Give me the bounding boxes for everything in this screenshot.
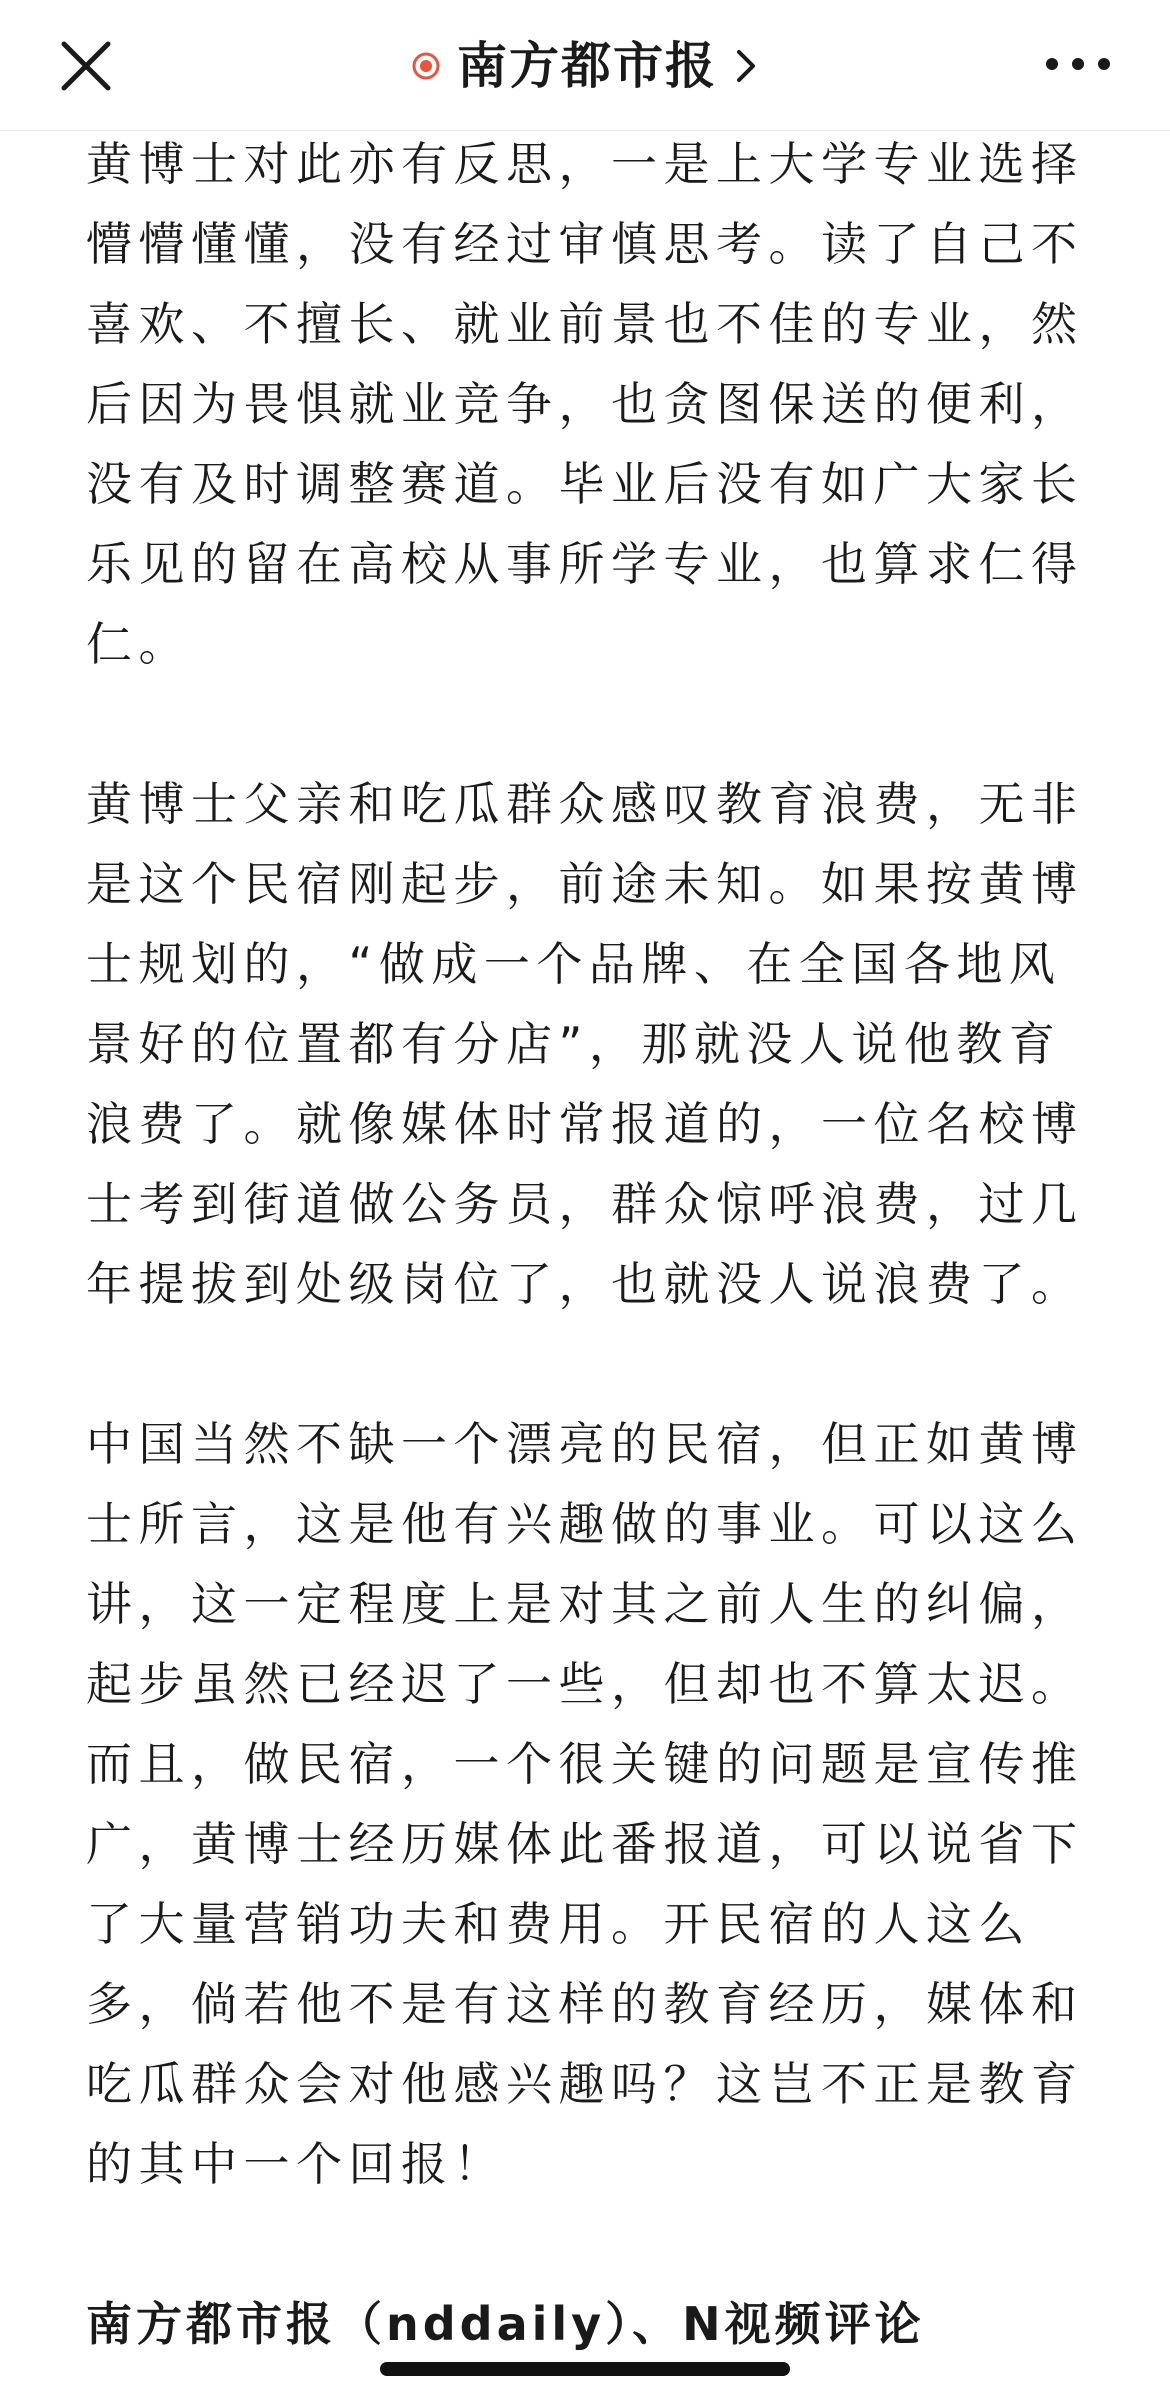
article-body: [86, 124, 1096, 2364]
article-paragraph: 中国当然不缺一个漂亮的民宿，但正如黄博士所言，这是他有兴趣做的事业。可以这么讲，这一定程度上是对其之前人生的纠偏，起步虽然已经迟了一些，但却也不算太迟。而且，做民宿，一个很关键的问题是宣传推广，黄博士经历媒体此番报道，可以说省下了大量营销功夫和费用。开民宿的人这么多，倘若他不是有这样的教育经历，媒体和吃瓜群众会对他感兴趣吗？这岂不正是教育的其中一个回报！: [86, 1417, 1084, 2191]
account-name: 南方都市报: [457, 37, 717, 95]
article-paragraph: 黄博士对此亦有反思，一是上大学专业选择懵懵懂懂，没有经过审慎思考。读了自己不喜欢、不擅长、就业前景也不佳的专业，然后因为畏惧就业竞争，也贪图保送的便利，没有及时调整赛道。毕业后没有如广大家长乐见的留在高校从事所学专业，也算求仁得仁。: [86, 137, 1084, 671]
article-signature: 南方都市报（nddaily）、N视频评论: [86, 2297, 925, 2351]
chevron-right-icon: [733, 46, 759, 86]
paragraph-spacer: [86, 1324, 1096, 1404]
paragraph-spacer: [86, 684, 1096, 764]
article-paragraph: 黄博士父亲和吃瓜群众感叹教育浪费，无非是这个民宿刚起步，前途未知。如果按黄博士规划的，“做成一个品牌、在全国各地风景好的位置都有分店”，那就没人说他教育浪费了。就像媒体时常报道的，一位名校博士考到街道做公务员，群众惊呼浪费，过几年提拔到处级岗位了，也就没人说浪费了。: [86, 777, 1084, 1311]
account-title-link[interactable]: [0, 30, 1170, 102]
paragraph-spacer: [86, 2204, 1096, 2284]
home-indicator[interactable]: [380, 2362, 790, 2376]
top-nav-bar: [0, 0, 1170, 131]
more-horizontal-icon[interactable]: [1042, 44, 1114, 84]
brand-dot-icon: [411, 51, 441, 81]
